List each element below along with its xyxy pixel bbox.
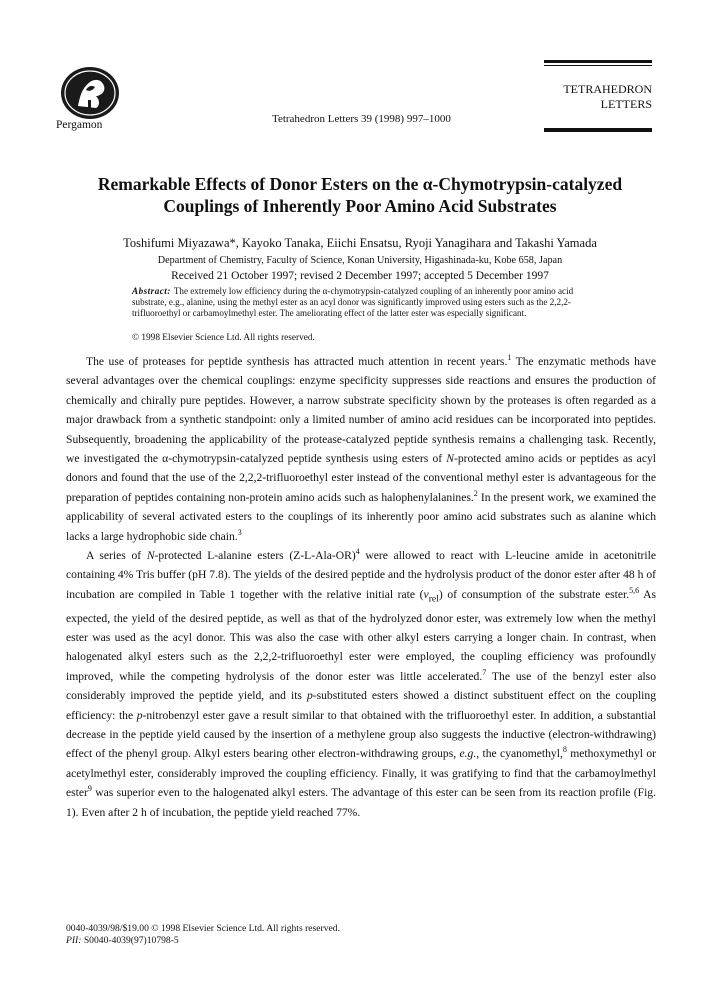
abstract-label: Abstract: (132, 286, 171, 296)
p2-text-d: ) of consumption of the substrate ester. (438, 587, 630, 601)
p2-italic-p2: p (136, 708, 143, 722)
authors: Toshifumi Miyazawa*, Kayoko Tanaka, Eiichi Ensatsu, Ryoji Yanagihara and Takashi Yamada (123, 236, 597, 250)
p2-text-c: were allowed to react with L-leucine amide in acetonitrile containing 4% Tris buffer (pH 7.8). The yields of the desired peptide and the hydrolysis product of the donor ester after 48 h of incubation are compiled in Table 1 together with the relative initial rate ( (66, 549, 657, 601)
p1-text-c: -protected amino acids or peptides as acyl donors and found that the use of the 2,2,2-trifluoroethyl ester instead of the conventional methyl ester is advantageous for the preparation of peptides containing non-protein amino acids such as halophenylalanines. (66, 452, 656, 504)
abstract (132, 286, 592, 319)
journal-name (544, 82, 652, 112)
p1-italic-n: N (446, 452, 454, 466)
p2-text-j: methoxymethyl or acetylmethyl ester, considerably improved the coupling efficiency. Finally, it was gratifying to find that the carbamoylmethyl ester (66, 747, 657, 800)
journal-name-line1: TETRAHEDRON (563, 82, 652, 96)
p1-text-a: The use of proteases for peptide synthesis has attracted much attention in recent years. (86, 355, 508, 368)
received-dates: Received 21 October 1997; revised 2 December 1997; accepted 5 December 1997 (171, 270, 549, 282)
v-rel-symbol: v (423, 587, 429, 601)
pergamon-logo-icon (60, 66, 120, 120)
p2-text-h: -nitrobenzyl ester gave a result similar to that obtained with the trifluoroethyl ester. In addition, a substantial decrease in the peptide yield caused by the insertion of a methylene group also suggests the inductive (electron-withdrawing) effect of the phenyl group. Alkyl esters bearing other electron-withdrawing groups, (66, 708, 656, 761)
p2-text-b: -protected L-alanine esters (Z-L-Ala-OR) (154, 549, 356, 563)
ref-8: 8 (562, 745, 567, 755)
ref-2: 2 (473, 488, 478, 498)
masthead-bottom-rule (544, 129, 652, 132)
article-title (60, 173, 660, 217)
p2-italic-n: N (146, 549, 155, 563)
masthead-top-rule (544, 60, 652, 63)
ref-5-6: 5,6 (629, 586, 640, 596)
journal-citation: Tetrahedron Letters 39 (1998) 997–1000 (272, 113, 451, 125)
p2-text-g: -substituted esters showed a distinct substituent effect on the coupling efficiency: the (66, 689, 657, 722)
body-text (66, 352, 656, 822)
ref-7: 7 (482, 667, 487, 677)
journal-name-line2: LETTERS (600, 97, 652, 111)
p2-text-e: As expected, the yield of the desired peptide, as well as that of the hydrolyzed donor ester, was extremely low when the methyl ester was used as the acyl donor. This was also the case with other alkyl esters carrying a longer chain. In contrast, when halogenated alkyl esters such as the 2,2,2-trifluoroethyl ester were employed, the coupling efficiency was profoundly improved, while the competing hydrolysis of the donor ester was little accelerated. (66, 587, 656, 683)
ref-1: 1 (507, 353, 512, 363)
p2-italic-eg: e.g. (459, 747, 477, 761)
p2-text-i: , the cyanomethyl, (476, 747, 563, 761)
article-title-line2: Couplings of Inherently Poor Amino Acid Substrates (163, 196, 557, 216)
pii-label: PII: (66, 935, 82, 946)
affiliation: Department of Chemistry, Faculty of Science, Konan University, Higashinada-ku, Kobe 658, Japan (157, 255, 563, 266)
publisher-name: Pergamon (56, 119, 103, 131)
paragraph-2 (66, 546, 656, 822)
p2-text-a: A series of (86, 549, 147, 563)
copyright-notice: © 1998 Elsevier Science Ltd. All rights reserved. (132, 333, 315, 343)
pii-value: S0040-4039(97)10798-5 (81, 935, 179, 946)
paragraph-1 (66, 352, 656, 546)
p1-text-b: The enzymatic methods have several advantages over the chemical couplings: enzyme specificity suppresses side reactions and ensures the production of chemically and chirally pure peptides. However, a narrow substrate specificity shown by the proteases is often regarded as a major drawback from a synthetic standpoint: only a limited number of amino acid residues can be incorporated into peptides. Subsequently, broadening the applicability of the protease-catalyzed peptide synthesis remains a challenging task. Recently, we investigated the α-chymotrypsin-catalyzed peptide synthesis using esters of (66, 355, 656, 466)
ref-3: 3 (237, 527, 242, 537)
p2-text-k: was superior even to the halogenated alkyl esters. The advantage of this ester can be seen from its reaction profile (Fig. 1). Even after 2 h of incubation, the peptide yield reached 77%. (66, 786, 656, 819)
footer (66, 923, 340, 947)
ref-9: 9 (87, 784, 92, 794)
v-rel-subscript: rel (428, 593, 439, 605)
footer-pii-line (66, 935, 340, 947)
p2-italic-p1: p (306, 689, 313, 703)
p1-text-d: In the present work, we examined the applicability of several activated esters to the couplings of its inherently poor amino acid substrates such as alanine which lacks a large hydrophobic side chain. (66, 490, 656, 543)
footer-issn-line: 0040-4039/98/$19.00 © 1998 Elsevier Science Ltd. All rights reserved. (66, 923, 340, 934)
masthead-top-rule-thin (544, 65, 652, 66)
abstract-text: The extremely low efficiency during the α-chymotrypsin-catalyzed coupling of an inherently poor amino acid substrate, e.g., alanine, using the methyl ester as an acyl donor was significantly improved using esters such as the 2,2,2-trifluoroethyl or carbamoylmethyl ester. The ameliorating effect of the latter ester was especially significant. (132, 286, 574, 318)
article-title-line1: Remarkable Effects of Donor Esters on the α-Chymotrypsin-catalyzed (97, 174, 623, 194)
ref-4: 4 (355, 547, 360, 557)
p2-text-f: The use of the benzyl ester also considerably improved the peptide yield, and its (66, 669, 656, 703)
journal-masthead (544, 60, 652, 132)
